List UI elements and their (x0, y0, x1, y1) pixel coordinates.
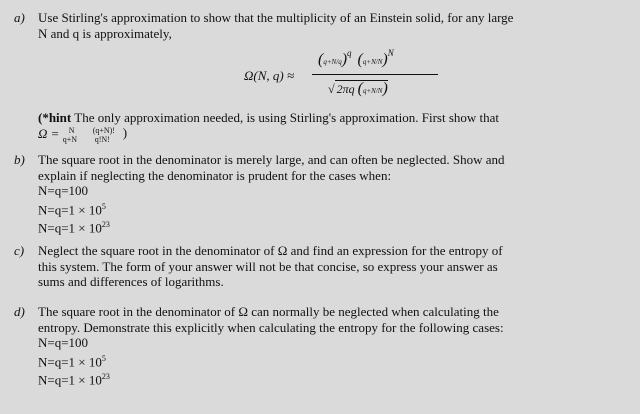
problem-c-line2: this system. The form of your answer will not be that concise, so express your answer as (38, 258, 498, 274)
hint-omega: Ω = (38, 125, 60, 141)
problem-a (14, 10, 624, 145)
hint-f2-top: (q+N)! (92, 125, 115, 135)
case3-base: N=q=1 × 10 (38, 220, 102, 236)
problem-a-hint (38, 110, 624, 144)
problem-d-label: d) (14, 304, 25, 319)
problem-c-label: c) (14, 243, 25, 258)
problem-d-text (38, 304, 624, 388)
problem-b-line1: The square root in the denominator is merely large, and can often be neglected. Show and (38, 152, 505, 167)
hint-text: The only approximation needed, is using Stirling's approximation. First show that (71, 110, 500, 125)
case2-exp: 5 (101, 201, 106, 211)
formula-denominator: √ 2πq (q+N/N) (328, 80, 388, 100)
problem-a-label: a) (14, 10, 25, 25)
problem-a-line2: N and q is approximately, (38, 25, 172, 41)
problem-b (14, 152, 624, 236)
num-exp1: q (347, 48, 352, 58)
num-frac1-bot: q (338, 58, 342, 66)
den-frac-bot: N (377, 87, 383, 95)
problem-c-text (38, 243, 624, 290)
d-case2-base: N=q=1 × 10 (38, 353, 102, 369)
num-exp2: N (387, 48, 394, 58)
d-case3-exp: 23 (101, 372, 110, 382)
problem-c-line3: sums and differences of logarithms. (38, 274, 224, 289)
problem-d-case1: N=q=100 (38, 335, 89, 350)
formula-numerator: $(q+N/q)^q$ $(q+N/N)^N$ (318, 48, 394, 68)
num-frac1-top: q+N (323, 58, 337, 66)
problem-b-case3 (38, 217, 624, 236)
problem-c (14, 243, 624, 293)
problem-a-text (38, 10, 624, 41)
hint-line1 (38, 110, 624, 126)
d-case3-base: N=q=1 × 10 (38, 372, 102, 388)
hint-bold: (*hint (38, 110, 72, 125)
problem-b-case1: N=q=100 (38, 183, 89, 198)
formula-fraction-bar (312, 74, 438, 75)
case3-exp: 23 (101, 220, 110, 230)
hint-f1-top: N (68, 125, 75, 135)
num-frac2-top: q+N (362, 58, 376, 66)
hint-close: ) (122, 124, 128, 140)
hint-f1-bot: q+N (62, 134, 77, 144)
problem-b-case2 (38, 199, 624, 218)
formula-lhs: Ω(N, q) ≈ (244, 68, 295, 83)
multiplicity-formula (242, 44, 442, 106)
hint-f2-bot: q!N! (94, 134, 110, 144)
problem-d-case3 (38, 369, 624, 388)
problem-c-line1: Neglect the square root in the denominator of Ω and find an expression for the entropy of (38, 243, 503, 258)
problem-b-line2: explain if neglecting the denominator is prudent for the cases when: (38, 167, 392, 183)
hint-formula (62, 124, 183, 144)
problem-d (14, 304, 624, 386)
den-frac-top: q+N (362, 87, 376, 95)
d-case2-exp: 5 (101, 353, 106, 363)
problem-b-label: b) (14, 152, 25, 167)
case2-base: N=q=1 × 10 (38, 201, 102, 217)
num-frac2-bot: N (377, 58, 383, 66)
problem-d-line1: The square root in the denominator of Ω can normally be neglected when calculating the (38, 304, 499, 319)
den-text: 2πq (336, 82, 355, 96)
problem-d-case2 (38, 351, 624, 370)
problem-d-line2: entropy. Demonstrate this explicitly when calculating the entropy for the following cases: (38, 319, 504, 335)
problem-b-text (38, 152, 624, 236)
hint-line2 (38, 126, 624, 142)
problem-a-line1: Use Stirling's approximation to show that the multiplicity of an Einstein solid, for any large (38, 10, 514, 25)
